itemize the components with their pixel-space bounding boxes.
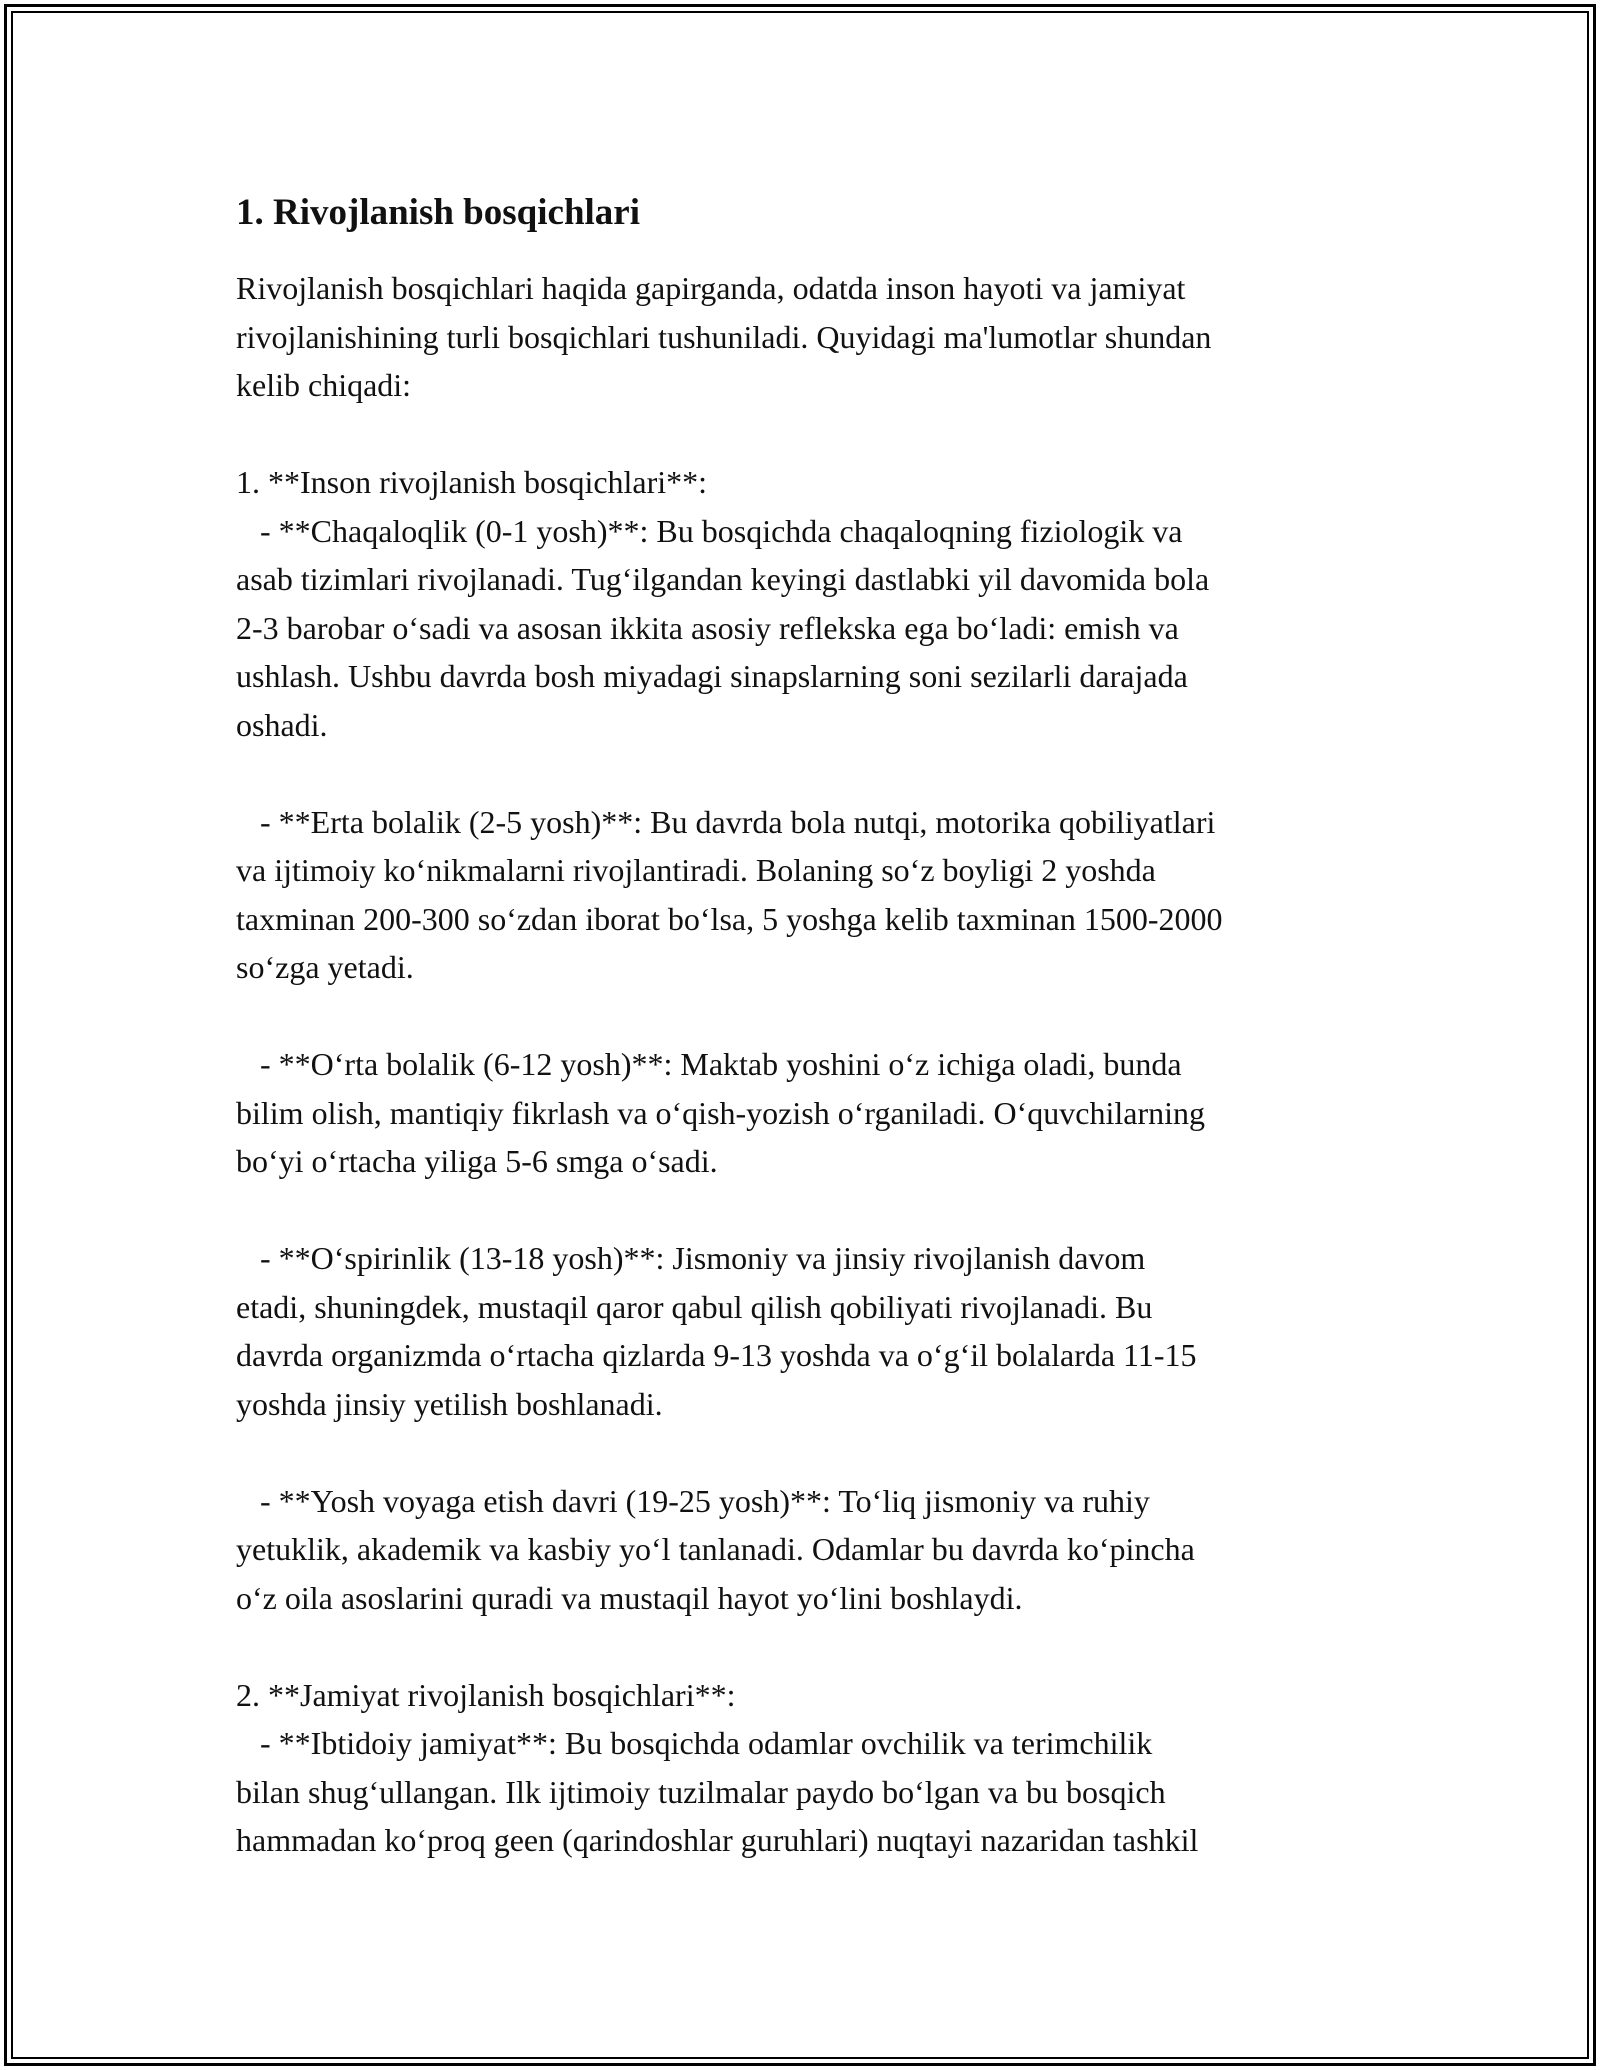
document-title: 1. Rivojlanish bosqichlari: [236, 192, 641, 233]
document-body: Rivojlanish bosqichlari haqida gapirganda, odatda inson hayoti va jamiyat rivojlanishining turli bosqichlari tushuniladi. Quyidagi ma'lumotlar shundan kelib chiqadi: 1. **Inson rivojlanish bosqichlari**: - **Chaqaloqlik (0-1 yosh)**: Bu bosqichda chaqaloqning fiziologik va asab tizimlari rivojlanadi. Tugʻilgandan keyingi dastlabki yil davomida bola 2-3 barobar oʻsadi va asosan ikkita asosiy reflekska ega boʻladi: emish va ushlash. Ushbu davrda bosh miyadagi sinapslarning soni sezilarli darajada oshadi. - **Erta bolalik (2-5 yosh)**: Bu davrda bola nutqi, motorika qobiliyatlari va ijtimoiy koʻnikmalarni rivojlantiradi. Bolaning soʻz boyligi 2 yoshda taxminan 200-300 soʻzdan iborat boʻlsa, 5 yoshga kelib taxminan 1500-2000 soʻzga yetadi. - **Oʻrta bolalik (6-12 yosh)**: Maktab yoshini oʻz ichiga oladi, bunda bilim olish, mantiqiy fikrlash va oʻqish-yozish oʻrganiladi. Oʻquvchilarning boʻyi oʻrtacha yiliga 5-6 smga oʻsadi. - **Oʻspirinlik (13-18 yosh)**: Jismoniy va jinsiy rivojlanish davom etadi, shuningdek, mustaqil qaror qabul qilish qobiliyati rivojlanadi. Bu davrda organizmda oʻrtacha qizlarda 9-13 yoshda va oʻgʻil bolalarda 11-15 yoshda jinsiy yetilish boshlanadi. - **Yosh voyaga etish davri (19-25 yosh)**: Toʻliq jismoniy va ruhiy yetuklik, akademik va kasbiy yoʻl tanlanadi. Odamlar bu davrda koʻpincha oʻz oila asoslarini quradi va mustaqil hayot yoʻlini boshlaydi. 2. **Jamiyat rivojlanish bosqichlari**: - **Ibtidoiy jamiyat**: Bu bosqichda odamlar ovchilik va terimchilik bilan shugʻullangan. Ilk ijtimoiy tuzilmalar paydo boʻlgan va bu bosqich hammadan koʻproq geen (qarindoshlar guruhlari) nuqtayi nazaridan tashkil: [236, 270, 1223, 1858]
document-content: [236, 186, 1386, 1865]
